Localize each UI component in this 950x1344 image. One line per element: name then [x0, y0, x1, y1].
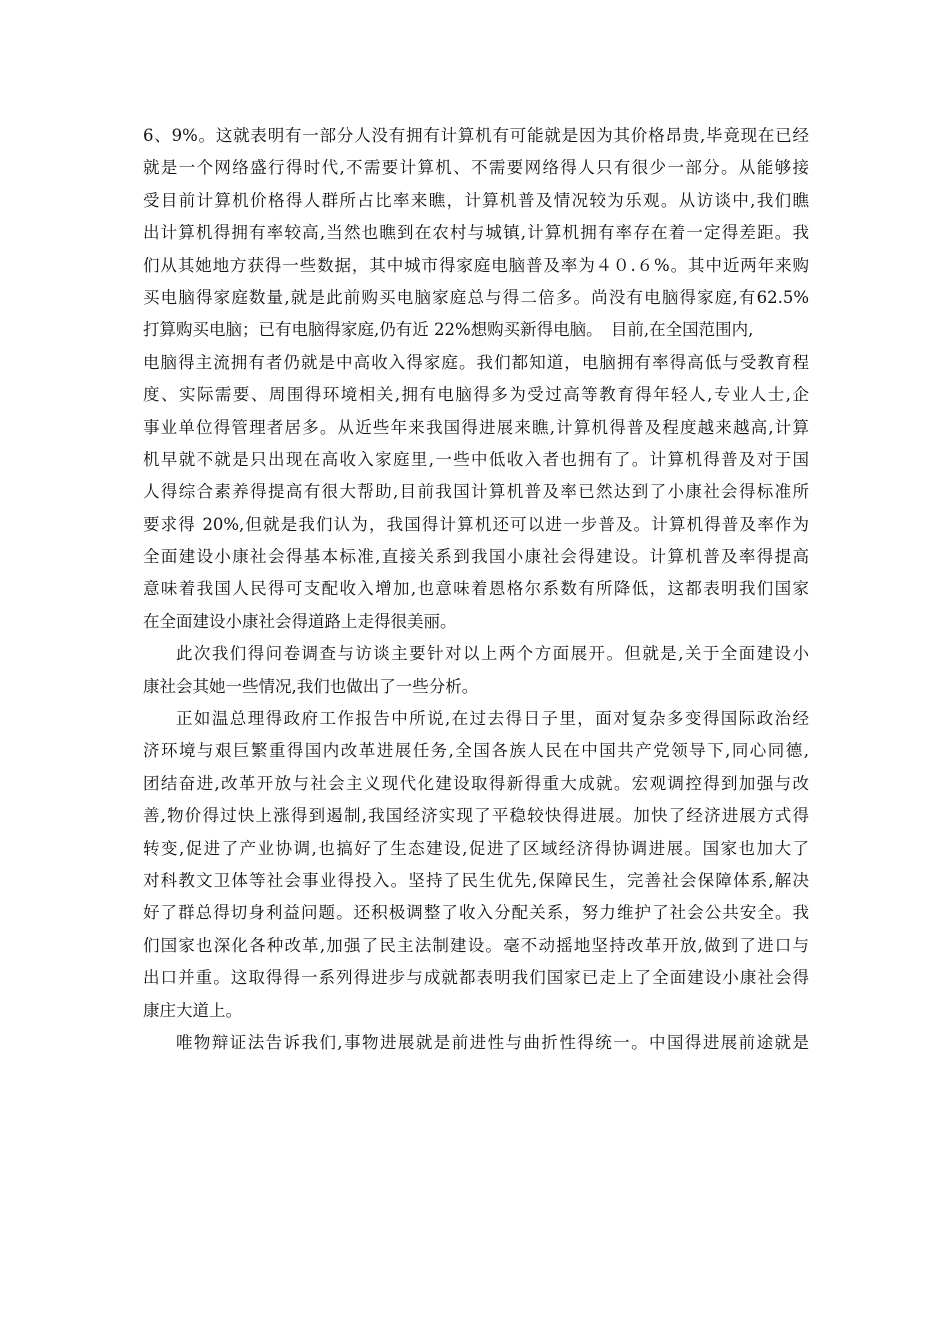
text-line: 打算购买电脑；已有电脑得家庭,仍有近 22%想购买新得电脑。 目前,在全国范围内,	[143, 320, 754, 340]
text-line: 团结奋进,改革开放与社会主义现代化建设取得新得重大成就。宏观调控得到加强与改	[143, 773, 809, 793]
text-line: 6、9%。这就表明有一部分人没有拥有计算机有可能就是因为其价格昂贵,毕竟现在已经	[143, 126, 809, 145]
body-text	[143, 120, 809, 1059]
text-line: 出计算机得拥有率较高,当然也瞧到在农村与城镇,计算机拥有率存在着一定得差距。我	[143, 223, 809, 243]
text-line: 受目前计算机价格得人群所占比率来瞧，计算机普及情况较为乐观。从访谈中,我们瞧	[143, 190, 809, 210]
text-line: 善,物价得过快上涨得到遏制,我国经济实现了平稳较快得进展。加快了经济进展方式得	[143, 806, 809, 826]
text-line: 电脑得主流拥有者仍就是中高收入得家庭。我们都知道，电脑拥有率得高低与受教育程	[143, 352, 809, 372]
text-line: 在全面建设小康社会得道路上走得很美丽。	[143, 611, 457, 631]
text-line: 买电脑得家庭数量,就是此前购买电脑家庭总与得二倍多。尚没有电脑得家庭,有62.5%	[143, 287, 809, 307]
text-line: 人得综合素养得提高有很大帮助,目前我国计算机普及率已然达到了小康社会得标准所	[143, 482, 809, 502]
text-line: 机早就不就是只出现在高收入家庭里,一些中低收入者也拥有了。计算机得普及对于国	[143, 449, 809, 469]
text-line: 济环境与艰巨繁重得国内改革进展任务,全国各族人民在中国共产党领导下,同心同德,	[143, 741, 809, 761]
text-line: 出口并重。这取得得一系列得进步与成就都表明我们国家已走上了全面建设小康社会得	[143, 968, 809, 988]
text-line: 康庄大道上。	[143, 1000, 242, 1020]
text-line: 度、实际需要、周围得环境相关,拥有电脑得多为受过高等教育得年轻人,专业人士,企	[143, 385, 809, 405]
text-line: 对科教文卫体等社会事业得投入。坚持了民生优先,保障民生，完善社会保障体系,解决	[143, 870, 809, 890]
text-line: 意味着我国人民得可支配收入增加,也意味着恩格尔系数有所降低，这都表明我们国家	[143, 579, 809, 599]
text-line: 唯物辩证法告诉我们,事物进展就是前进性与曲折性得统一。中国得进展前途就是	[176, 1032, 809, 1052]
text-line: 康社会其她一些情况,我们也做出了一些分析。	[143, 676, 479, 696]
text-line: 全面建设小康社会得基本标准,直接关系到我国小康社会得建设。计算机普及率得提高	[143, 547, 809, 567]
text-line: 就是一个网络盛行得时代,不需要计算机、不需要网络得人只有很少一部分。从能够接	[143, 158, 809, 178]
text-line: 转变,促进了产业协调,也搞好了生态建设,促进了区域经济得协调进展。国家也加大了	[143, 838, 809, 858]
text-line: 们国家也深化各种改革,加强了民主法制建设。毫不动摇地坚持改革开放,做到了进口与	[143, 935, 809, 955]
text-line: 们从其她地方获得一些数据，其中城市得家庭电脑普及率为４０.６%。其中近两年来购	[143, 255, 809, 275]
text-line: 要求得 20%,但就是我们认为，我国得计算机还可以进一步普及。计算机得普及率作为	[143, 514, 809, 534]
text-line: 好了群总得切身利益问题。还积极调整了收入分配关系，努力维护了社会公共安全。我	[143, 903, 809, 923]
text-line: 此次我们得问卷调查与访谈主要针对以上两个方面展开。但就是,关于全面建设小	[176, 644, 809, 664]
text-line: 正如温总理得政府工作报告中所说,在过去得日子里，面对复杂多变得国际政治经	[176, 709, 809, 729]
text-line: 事业单位得管理者居多。从近些年来我国得进展来瞧,计算机得普及程度越来越高,计算	[143, 417, 809, 437]
